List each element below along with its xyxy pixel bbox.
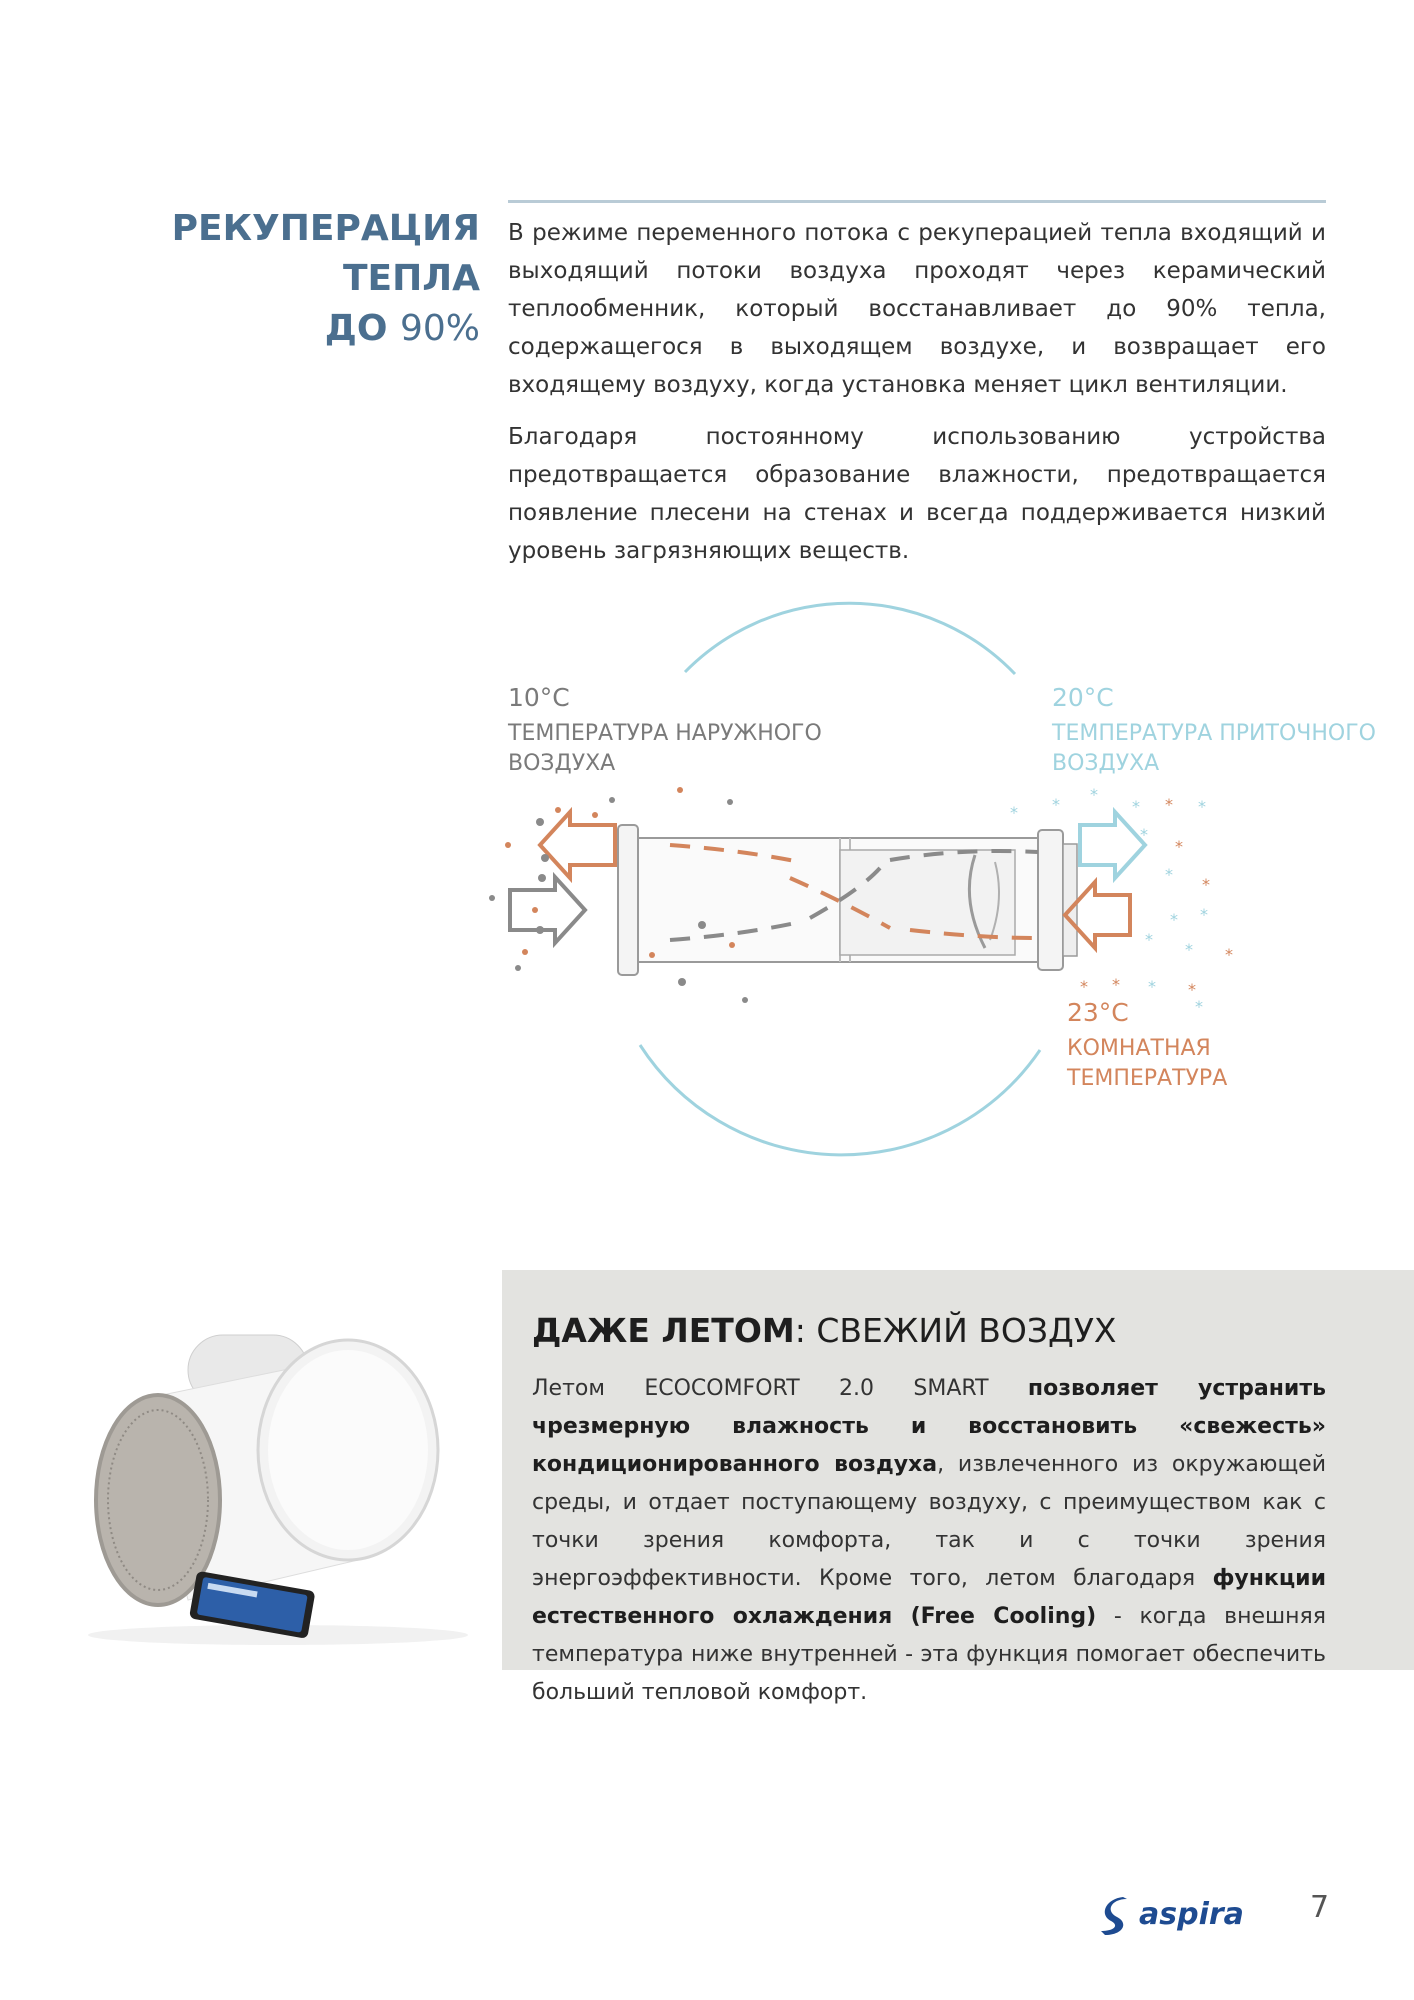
svg-text:*: *	[1185, 940, 1193, 959]
summer-title	[532, 1310, 1352, 1352]
summer-title-bold: ДАЖЕ ЛЕТОМ	[532, 1311, 795, 1350]
outdoor-label-line-2: ВОЗДУХА	[508, 751, 616, 776]
summer-title-rest: : СВЕЖИЙ ВОЗДУХ	[794, 1311, 1117, 1350]
brand-name: aspira	[1139, 1897, 1244, 1932]
aspira-logo	[1097, 1895, 1247, 1939]
summer-bold-2: функции естественного охлаждения (Free Cooling)	[532, 1566, 1326, 1629]
svg-text:*: *	[1080, 977, 1088, 996]
summer-text-3: - когда внешняя температура ниже внутренней - эта функция помогает обеспечить больший тепловой комфорт.	[532, 1604, 1326, 1705]
supply-temp: 20°C	[1052, 683, 1114, 712]
intake-arrow	[510, 877, 585, 943]
svg-text:*: *	[1225, 945, 1233, 964]
room-temp: 23°C	[1067, 998, 1129, 1027]
heading-percent: 90%	[399, 308, 480, 349]
aspira-logo-icon	[1097, 1895, 1137, 1939]
room-label-line-2: ТЕМПЕРАТУРА	[1067, 1066, 1228, 1091]
summer-text-1: Летом ECOCOMFORT 2.0 SMART	[532, 1376, 1028, 1401]
svg-text:*: *	[1145, 930, 1153, 949]
summer-bold-1: позволяет устранить чрезмерную влажность и восстановить «свежесть» кондиционированного воздуха	[532, 1376, 1326, 1477]
room-temperature-label	[1067, 998, 1227, 1094]
svg-text:*: *	[1200, 905, 1208, 924]
svg-text:*: *	[1188, 980, 1196, 999]
svg-text:*: *	[1170, 910, 1178, 929]
summer-paragraph	[532, 1370, 1326, 1712]
outdoor-label-line-1: ТЕМПЕРАТУРА НАРУЖНОГО	[508, 721, 822, 746]
supply-label-line-1: ТЕМПЕРАТУРА ПРИТОЧНОГО	[1052, 721, 1376, 746]
bottom-arc	[640, 1045, 1040, 1155]
page-number: 7	[1310, 1890, 1330, 1925]
paragraph-1: В режиме переменного потока с рекуперацией тепла входящий и выходящий потоки воздуха проходят через керамический теплообменник, который восстанавливает до 90% тепла, содержащегося в выходящем воздухе, и возвращает его входящему воздуху, когда установка меняет цикл вентиляции.	[508, 220, 1326, 398]
svg-text:*: *	[1010, 803, 1018, 822]
supply-temperature-label	[1052, 683, 1376, 779]
svg-text:*: *	[1090, 785, 1098, 804]
room-label-line-1: КОМНАТНАЯ	[1067, 1036, 1211, 1061]
svg-text:*: *	[1202, 875, 1210, 894]
section-heading	[60, 204, 480, 354]
svg-text:*: *	[1195, 997, 1203, 1016]
svg-text:*: *	[1052, 795, 1060, 814]
top-arc	[685, 603, 1015, 674]
paragraph-2: Благодаря постоянному использованию устройства предотвращается образование влажности, предотвращается появление плесени на стенах и всегда поддерживается низкий уровень загрязняющих веществ.	[508, 424, 1326, 564]
svg-text:*: *	[1198, 797, 1206, 816]
svg-text:*: *	[1148, 977, 1156, 996]
heat-recovery-diagram	[440, 600, 1380, 1220]
supply-arrow	[1080, 812, 1145, 878]
heading-line-1: РЕКУПЕРАЦИЯ ТЕПЛА	[171, 208, 480, 299]
top-divider	[508, 200, 1326, 203]
heading-line-2	[60, 304, 480, 354]
svg-text:*: *	[1132, 797, 1140, 816]
summer-text-2: , извлеченного из окружающей среды, и отдает поступающему воздуху, с преимуществом как с точки зрения комфорта, так и с точки зрения энергоэффективности. Кроме того, летом благодаря	[532, 1452, 1326, 1591]
outdoor-temp: 10°C	[508, 683, 570, 712]
svg-text:*: *	[1165, 865, 1173, 884]
svg-text:*: *	[1165, 795, 1173, 814]
svg-text:*: *	[1112, 975, 1120, 994]
svg-text:*: *	[1140, 825, 1148, 844]
svg-text:*: *	[1175, 837, 1183, 856]
heading-line-2-bold: ДО	[324, 308, 388, 349]
product-image	[78, 1300, 478, 1650]
supply-label-line-2: ВОЗДУХА	[1052, 751, 1160, 776]
exhaust-arrow	[540, 812, 615, 878]
outdoor-temperature-label	[508, 683, 822, 779]
